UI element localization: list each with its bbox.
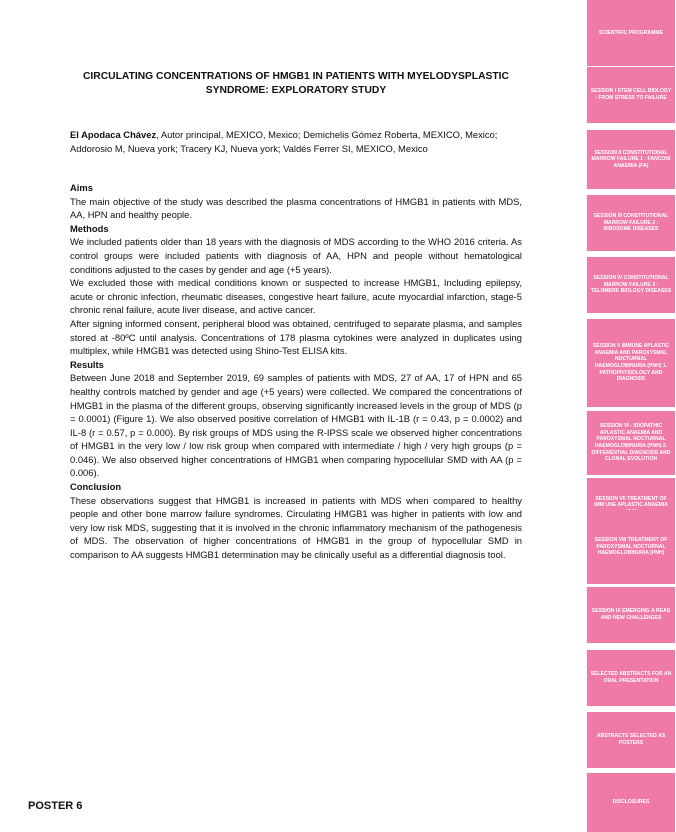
methods-heading: Methods [70,222,109,234]
nav-disclosures[interactable]: DISCLOSURES [587,773,675,832]
methods-paragraph-1: We included patients older than 18 years with the diagnosis of MDS according to the WHO 2016 criteria. As control groups were included patients with diagnosis of AA, HPN and people without hematological conditions adjusted to the cases by gender and age (+5 years). [70,236,522,275]
results-text: Between June 2018 and September 2019, 69 samples of patients with MDS, 27 of AA, 17 of HPN and 65 healthy controls matched by gender and age (+5 years) were collected. We compared the concentrations of HMGB1 in the plasma of the different groups, observing significantly increased levels in the group of MDS (p = 0.0001) (Figure 1). We also observed positive correlation of HMGB1 with IL-1B (r = 0.43, p = 0.0002) and IL-8 (r = 0.57, p = 0.000). By risk groups of MDS using the R-IPSS scale we observed higher concentrations of HMGB1 in the very low / low risk group when compared with intermediate / high / very high groups (p = 0.046). We also observed higher concentrations of HMGB1 when comparing hypocellular SMD with AA (p = 0.006). [70,372,522,479]
nav-abstracts-posters[interactable]: ABSTRACTS SELECTED AS POSTERS [587,712,675,768]
author-list [70,128,522,156]
results-heading: Results [70,358,104,370]
nav-session-1[interactable]: SESSION I STEM CELL BIOLOGY : FROM STRESS TO FAILURE [587,67,675,123]
nav-session-8[interactable]: SESSION VIII TREATMENT OF PAROXYSMAL NOCTURNAL HAEMOGLOBINURIA (PNH) [587,510,675,584]
conclusion-text: These observations suggest that HMGB1 is increased in patients with MDS when compared to healthy people and other bone marrow failure syndromes. Circulating HMGB1 was higher in patients with low and very low risk MDS, suggesting that it is involved in the chronic inflammatory mechanism of the pathogenesis of MDS. The observation of higher concentrations of HMGB1 in the group of hypocellular SMD in comparison to AA suggests HMGB1 determination may be clinically useful as a differential diagnosis tool. [70,494,522,561]
methods-paragraph-3: After signing informed consent, peripheral blood was obtained, centrifuged to separate plasma, and samples stored at -80ºC until analysis. Concentrations of 178 plasma cytokines were analyzed in duplicates using multiplex, while HMGB1 was detected using Shino-Test ELISA kits. [70,317,522,357]
abstract-body [70,181,522,562]
nav-scientific-programme[interactable]: SCIENTIFIC PROGRAMME [587,0,675,66]
nav-session-6[interactable]: SESSION VI - IDIOPATHIC APLASTIC ANAEMIA AND PAROXYSMAL NOCTURNAL HAEMOGLOBINURIA (PNH) 2. DIFFERENTIAL DIAGNOSIS AND CLONAL EVOLUTION [587,411,675,475]
nav-session-9[interactable]: SESSION IX EMERGING A REAS AND NEW CHALLENGES [587,587,675,643]
abstract-title: CIRCULATING CONCENTRATIONS OF HMGB1 IN PATIENTS WITH MYELODYSPLASTIC SYNDROME: EXPLORATORY STUDY [83,71,509,96]
aims-heading: Aims [70,182,93,193]
section-navigation-sidebar [586,0,676,832]
nav-session-5[interactable]: SESSION V IMMUNE APLASTIC ANAEMIA AND PAROXYSMAL NOCTURNAL HAEMOGLOBINURIA (PNH) 1. PATHOPHYSIOLOGY AND DIAGNOSIS [587,319,675,407]
nav-session-2[interactable]: SESSION II CONSTITUTIONAL MARROW FAILURE 1 : FANCONI ANAEMIA (FA) [587,130,675,189]
main-author: El Apodaca Chávez [70,129,157,140]
poster-label: POSTER 6 [28,800,83,812]
co-authors: , Autor principal, MEXICO, Mexico; Demichelis Gómez Roberta, MEXICO, Mexico; Addorosio M, Nueva york; Tracery KJ, Nueva york; Valdés Ferrer SI, MEXICO, Mexico [70,129,498,154]
conclusion-heading: Conclusion [70,481,122,493]
nav-selected-oral-abstracts[interactable]: SELECTED ABSTRACTS FOR AN ORAL PRESENTATION [587,650,675,706]
aims-text: The main objective of the study was described the plasma concentrations of HMGB1 in patients with MDS, AA, HPN and healthy people. [70,195,522,221]
methods-paragraph-2: We excluded those with medical conditions known or suspected to increase HMGB1, Including epilepsy, acute or chronic infection, rheumatic diseases, congestive heart failure, acute myocardial infarction, stage-5 chronic renal failure, acute liver disease, and active cancer. [70,277,522,316]
nav-session-7[interactable]: SESSION VII TREATMENT OF IMM UNE APLASTIC ANAEMIA [587,478,675,533]
nav-session-3[interactable]: SESSION III CONSTITUTIONAL MARROW FAILURE 2 : RIBOSOME DISEASES [587,195,675,251]
nav-session-4[interactable]: SESSION IV CONSTITUTIONAL MARROW FAILURE 3 : TELOMERE BIOLOGY DISEASES [587,257,675,313]
